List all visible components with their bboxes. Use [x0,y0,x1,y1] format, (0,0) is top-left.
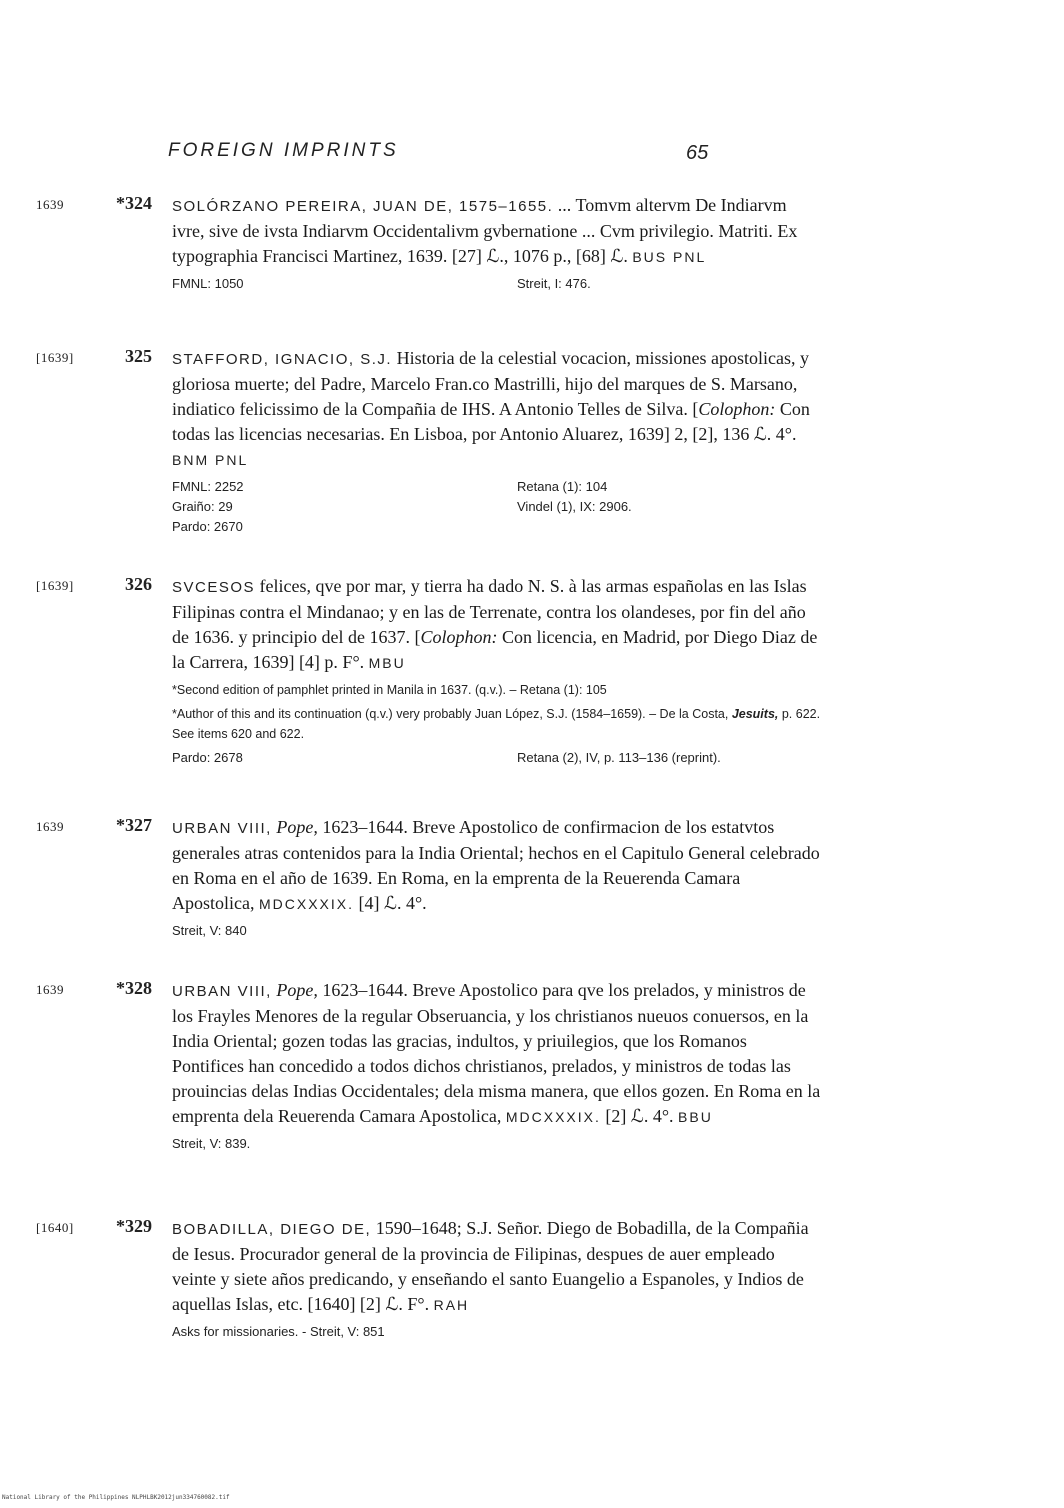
reference: Pardo: 2670 [172,519,243,534]
reference: Retana (1): 104 [517,479,608,494]
reference: Asks for missionaries. - Streit, V: 851 [172,1324,385,1339]
entry-326 [0,574,1064,768]
entry-author: URBAN VIII, [172,983,272,1000]
entry-text: 1623–1644. Breve Apostolico de confirmacion de los estatvtos generales atras contenidos para la India Oriental; hechos en el Capitulo General celebrado en Roma en el año de 1639. En Roma, en la emprenta de la Reuerenda Camara Apostolica, [172,817,820,913]
entry-text: felices, qve por mar, y tierra ha dado N. S. à las armas españolas en las Islas Filipinas contra el Mindanao; y en las de Terrenate, contra los olandeses, por fin del año de 1636. y principio del de 1637. [ [172,576,807,647]
entry-body [172,574,822,676]
entry-date: [1639] [36,350,74,365]
entry-date: 1639 [36,982,64,997]
entry-325 [0,346,1064,537]
entry-author: STAFFORD, IGNACIO, S.J. [172,351,393,368]
entry-role: Pope, [271,817,318,837]
reference: Streit, I: 476. [517,276,591,291]
entry-locations: RAH [433,1297,470,1313]
entry-author: BOBADILLA, DIEGO DE, [172,1221,372,1238]
entry-date: [1640] [36,1220,74,1235]
entry-number: *329 [116,1216,152,1236]
reference: FMNL: 2252 [172,479,244,494]
entry-text: 1623–1644. Breve Apostolico para qve los prelados, y ministros de los Frayles Menores de la regular Obseruancia, y los christianos nueuos conuersos, en la India Oriental; gozen todas las gracias, indultos, y priuilegios, que los Romanos Pontifices han concedido a todos dichos christianos, prelados, y ministros de todas las prouincias delas Indias Occidentales; dela misma manera, que ellos gozen. En Roma en la emprenta dela Reuerenda Camara Apostolica, [172,980,821,1126]
entry-body [172,193,822,270]
entry-note: *Second edition of pamphlet printed in Manila in 1637. (q.v.). – Retana (1): 105 [172,683,607,697]
entry-references [172,477,822,537]
entry-body [172,346,822,473]
note-text: *Author of this and its continuation (q.v.) very probably Juan López, S.J. (1584–1659). – De la Costa, [172,707,732,721]
reference: FMNL: 1050 [172,276,244,291]
entry-text: [4] ℒ. 4°. [354,893,427,913]
note-text: p. 622. See items 620 and 622. [172,707,821,741]
entry-body [172,815,822,917]
entry-328 [0,978,1064,1154]
entry-number: 326 [125,574,152,594]
entry-text: ... Tomvm altervm De Indiarvm ivre, sive de ivsta Indiarvm Occidentalivm gvbernatione ... Cvm privilegio. Matriti. Ex typographia Francisci Martinez, 1639. [27] ℒ., 1076 p., [68] ℒ. [172,195,798,266]
colophon-label: Colophon: [698,399,776,419]
entry-body [172,1216,822,1318]
entry-role: Pope, [271,980,318,1000]
entry-date: [1639] [36,578,74,593]
entry-locations: BUS PNL [632,249,707,265]
reference: Retana (2), IV, p. 113–136 (reprint). [517,750,721,765]
imprint-date-roman: MDCXXXIX. [505,1109,601,1125]
colophon-label: Colophon: [420,627,498,647]
entry-text: [2] ℒ. 4°. [600,1106,674,1126]
entry-author: SVCESOS [172,579,256,596]
entry-text: Historia de la celestial vocacion, missiones apostolicas, y gloriosa muerte; del Padre, Marcelo Fran.co Mastrilli, hijo del marques de S. Marsano, indiatico felicissimo de la Compañia de IHS. A Antonio Telles de Silva. [ [172,348,809,419]
entry-text: Con licencia, en Madrid, por Diego Diaz de la Carrera, 1639] [4] p. F°. [172,627,818,672]
entry-locations: BBU [678,1109,713,1125]
entry-number: *328 [116,978,152,998]
entry-author: URBAN VIII, [172,820,272,837]
entry-note [172,704,822,744]
entry-date: 1639 [36,197,64,212]
reference: Vindel (1), IX: 2906. [517,499,632,514]
entry-text: Con todas las licencias necesarias. En Lisboa, por Antonio Aluarez, 1639] 2, [2], 136 ℒ. 4°. [172,399,810,444]
scan-footer-stamp: National Library of the Philippines NLPHLBK2012jun334760082.tif [2,1494,230,1501]
imprint-date-roman: MDCXXXIX. [259,896,355,912]
entry-body [172,978,822,1130]
entry-text: 1590–1648; S.J. Señor. Diego de Bobadilla, de la Compañia de Iesus. Procurador general de la provincia de Filipinas, despues de auer empleado veinte y siete años predicando, y enseñando el santo Euangelio a Espanoles, y Indios de aquellas Islas, etc. [1640] [2] ℒ. F°. [172,1218,809,1314]
entry-324 [0,193,1064,294]
entry-locations: BNM PNL [172,452,249,468]
reference: Streit, V: 840 [172,923,247,938]
entry-references [172,274,822,294]
entry-number: *327 [116,815,152,835]
reference: Graiño: 29 [172,499,233,514]
entry-329 [0,1216,1064,1342]
entry-number: 325 [125,346,152,366]
reference: Streit, V: 839. [172,1136,251,1151]
page-number: 65 [686,142,709,164]
entry-author: SOLÓRZANO PEREIRA, JUAN DE, 1575–1655. [172,198,554,215]
entry-327 [0,815,1064,941]
note-italic-title: Jesuits, [731,707,779,721]
reference: Pardo: 2678 [172,750,243,765]
running-header-title: FOREIGN IMPRINTS [168,140,399,161]
entry-locations: MBU [368,655,406,671]
entry-date: 1639 [36,819,64,834]
entry-number: *324 [116,193,152,213]
entry-references [172,748,822,768]
